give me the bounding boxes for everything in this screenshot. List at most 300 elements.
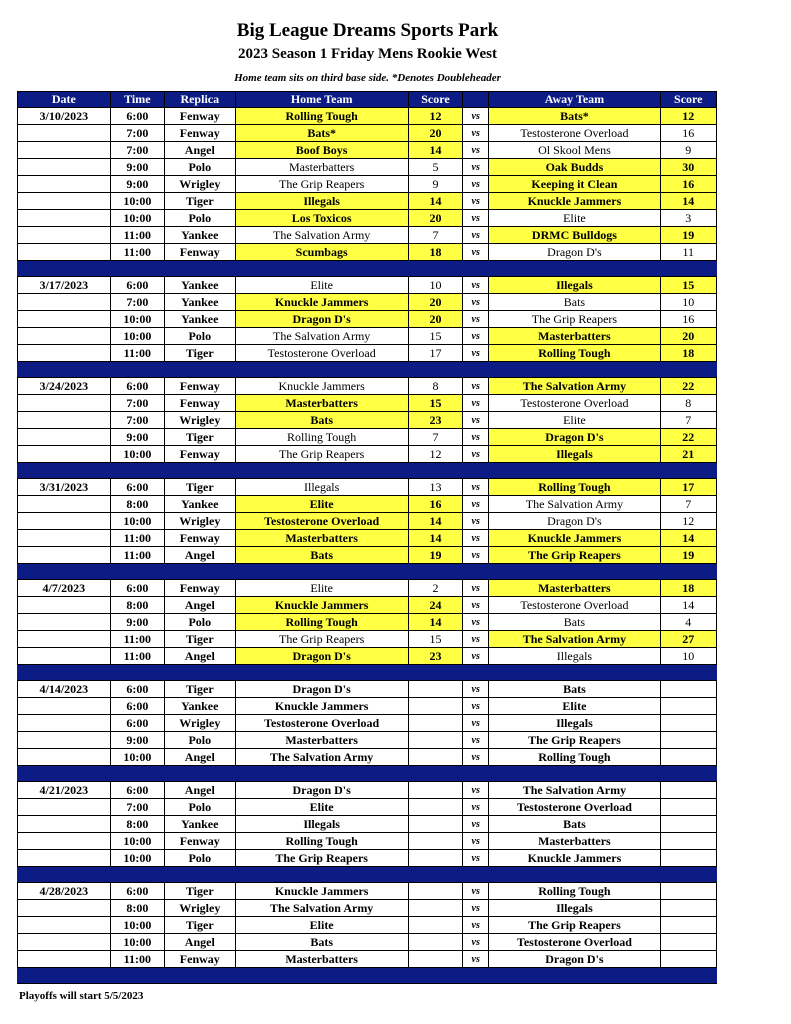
header-row [18, 92, 717, 108]
separator-bar [18, 564, 717, 580]
away-score: 16 [660, 311, 716, 328]
empty-date-cell [18, 900, 111, 917]
home-team: Knuckle Jammers [235, 883, 408, 900]
game-replica: Angel [165, 547, 236, 564]
game-replica: Yankee [165, 227, 236, 244]
col-replica: Replica [165, 92, 236, 108]
col-date: Date [18, 92, 111, 108]
week-separator [18, 564, 717, 580]
game-replica: Tiger [165, 193, 236, 210]
game-time: 6:00 [110, 681, 164, 698]
empty-date-cell [18, 210, 111, 227]
table-row [18, 513, 717, 530]
game-time: 11:00 [110, 547, 164, 564]
table-row [18, 648, 717, 665]
home-score: 14 [408, 142, 462, 159]
away-score: 12 [660, 513, 716, 530]
table-row [18, 547, 717, 564]
home-score [408, 732, 462, 749]
away-score: 12 [660, 108, 716, 125]
away-team: Bats [489, 294, 660, 311]
home-score: 24 [408, 597, 462, 614]
game-replica: Fenway [165, 395, 236, 412]
col-home-team: Home Team [235, 92, 408, 108]
home-score: 18 [408, 244, 462, 261]
game-time: 7:00 [110, 142, 164, 159]
game-replica: Fenway [165, 446, 236, 463]
game-replica: Yankee [165, 698, 236, 715]
game-time: 8:00 [110, 597, 164, 614]
empty-date-cell [18, 850, 111, 867]
game-time: 10:00 [110, 513, 164, 530]
week-separator [18, 362, 717, 378]
away-team: Rolling Tough [489, 345, 660, 362]
home-score: 7 [408, 429, 462, 446]
away-team: Rolling Tough [489, 479, 660, 496]
table-row [18, 900, 717, 917]
vs-label: vs [463, 193, 489, 210]
away-team: Oak Budds [489, 159, 660, 176]
vs-label: vs [463, 799, 489, 816]
home-team: Dragon D's [235, 311, 408, 328]
game-time: 6:00 [110, 479, 164, 496]
home-team: The Salvation Army [235, 900, 408, 917]
vs-label: vs [463, 328, 489, 345]
game-time: 10:00 [110, 311, 164, 328]
game-replica: Angel [165, 782, 236, 799]
home-team: Illegals [235, 193, 408, 210]
home-score [408, 951, 462, 968]
game-time: 6:00 [110, 108, 164, 125]
table-row [18, 142, 717, 159]
game-replica: Tiger [165, 631, 236, 648]
empty-date-cell [18, 496, 111, 513]
table-row [18, 412, 717, 429]
empty-date-cell [18, 715, 111, 732]
away-score [660, 816, 716, 833]
home-team: Masterbatters [235, 732, 408, 749]
away-score: 8 [660, 395, 716, 412]
home-team: Boof Boys [235, 142, 408, 159]
game-replica: Yankee [165, 294, 236, 311]
vs-label: vs [463, 244, 489, 261]
vs-label: vs [463, 648, 489, 665]
home-score: 15 [408, 631, 462, 648]
table-row [18, 850, 717, 867]
home-score: 9 [408, 176, 462, 193]
game-time: 7:00 [110, 395, 164, 412]
game-replica: Wrigley [165, 412, 236, 429]
game-time: 9:00 [110, 614, 164, 631]
game-replica: Wrigley [165, 900, 236, 917]
vs-label: vs [463, 108, 489, 125]
away-team: Dragon D's [489, 951, 660, 968]
vs-label: vs [463, 513, 489, 530]
table-row [18, 597, 717, 614]
away-team: Bats [489, 816, 660, 833]
home-team: The Grip Reapers [235, 446, 408, 463]
game-replica: Yankee [165, 816, 236, 833]
away-team: Elite [489, 210, 660, 227]
table-row [18, 715, 717, 732]
away-team: Illegals [489, 648, 660, 665]
game-date: 3/31/2023 [18, 479, 111, 496]
away-score: 16 [660, 125, 716, 142]
empty-date-cell [18, 597, 111, 614]
away-score: 17 [660, 479, 716, 496]
vs-label: vs [463, 378, 489, 395]
table-row [18, 429, 717, 446]
game-replica: Angel [165, 749, 236, 766]
home-team: Elite [235, 277, 408, 294]
game-time: 6:00 [110, 378, 164, 395]
home-team: Rolling Tough [235, 614, 408, 631]
home-score [408, 816, 462, 833]
away-score: 7 [660, 412, 716, 429]
table-row [18, 479, 717, 496]
away-team: Masterbatters [489, 833, 660, 850]
away-team: The Grip Reapers [489, 547, 660, 564]
away-team: Testosterone Overload [489, 597, 660, 614]
vs-label: vs [463, 446, 489, 463]
empty-date-cell [18, 749, 111, 766]
away-team: Knuckle Jammers [489, 193, 660, 210]
game-time: 11:00 [110, 631, 164, 648]
week-separator [18, 968, 717, 984]
vs-label: vs [463, 547, 489, 564]
home-score: 12 [408, 108, 462, 125]
empty-date-cell [18, 530, 111, 547]
home-score [408, 782, 462, 799]
table-row [18, 193, 717, 210]
game-replica: Yankee [165, 311, 236, 328]
table-row [18, 883, 717, 900]
game-time: 9:00 [110, 159, 164, 176]
table-row [18, 917, 717, 934]
week-separator [18, 261, 717, 277]
game-replica: Fenway [165, 378, 236, 395]
away-score [660, 900, 716, 917]
away-team: Rolling Tough [489, 749, 660, 766]
home-score: 20 [408, 311, 462, 328]
empty-date-cell [18, 816, 111, 833]
away-team: Dragon D's [489, 513, 660, 530]
home-team: Knuckle Jammers [235, 378, 408, 395]
home-team: Scumbags [235, 244, 408, 261]
home-score: 7 [408, 227, 462, 244]
empty-date-cell [18, 631, 111, 648]
home-team: Bats* [235, 125, 408, 142]
game-replica: Wrigley [165, 176, 236, 193]
separator-bar [18, 463, 717, 479]
vs-label: vs [463, 749, 489, 766]
home-score [408, 900, 462, 917]
away-score: 19 [660, 227, 716, 244]
away-score: 4 [660, 614, 716, 631]
empty-date-cell [18, 951, 111, 968]
vs-label: vs [463, 850, 489, 867]
away-team: The Grip Reapers [489, 311, 660, 328]
game-time: 7:00 [110, 799, 164, 816]
game-time: 10:00 [110, 850, 164, 867]
game-replica: Polo [165, 799, 236, 816]
home-team: Elite [235, 580, 408, 597]
separator-bar [18, 867, 717, 883]
away-team: Testosterone Overload [489, 395, 660, 412]
home-score [408, 698, 462, 715]
away-team: The Salvation Army [489, 631, 660, 648]
away-score [660, 883, 716, 900]
separator-bar [18, 766, 717, 782]
game-replica: Polo [165, 210, 236, 227]
table-row [18, 614, 717, 631]
home-team: Bats [235, 547, 408, 564]
empty-date-cell [18, 328, 111, 345]
empty-date-cell [18, 142, 111, 159]
home-team: Testosterone Overload [235, 715, 408, 732]
away-score: 30 [660, 159, 716, 176]
game-replica: Tiger [165, 429, 236, 446]
vs-label: vs [463, 294, 489, 311]
home-team: Dragon D's [235, 681, 408, 698]
vs-label: vs [463, 698, 489, 715]
game-time: 9:00 [110, 732, 164, 749]
game-time: 9:00 [110, 176, 164, 193]
table-row [18, 816, 717, 833]
game-time: 10:00 [110, 917, 164, 934]
game-time: 11:00 [110, 951, 164, 968]
vs-label: vs [463, 715, 489, 732]
vs-label: vs [463, 681, 489, 698]
home-team: Elite [235, 917, 408, 934]
vs-label: vs [463, 429, 489, 446]
empty-date-cell [18, 934, 111, 951]
game-time: 8:00 [110, 900, 164, 917]
home-score [408, 883, 462, 900]
game-time: 10:00 [110, 833, 164, 850]
empty-date-cell [18, 193, 111, 210]
home-score: 8 [408, 378, 462, 395]
vs-label: vs [463, 176, 489, 193]
table-row [18, 244, 717, 261]
away-score: 18 [660, 345, 716, 362]
away-score [660, 917, 716, 934]
table-row [18, 749, 717, 766]
empty-date-cell [18, 244, 111, 261]
schedule-body [18, 108, 717, 984]
away-team: Testosterone Overload [489, 125, 660, 142]
home-score [408, 681, 462, 698]
home-score: 20 [408, 125, 462, 142]
game-time: 11:00 [110, 648, 164, 665]
game-replica: Polo [165, 159, 236, 176]
game-time: 11:00 [110, 345, 164, 362]
home-team: The Salvation Army [235, 749, 408, 766]
game-time: 10:00 [110, 193, 164, 210]
home-team: Rolling Tough [235, 429, 408, 446]
away-score [660, 732, 716, 749]
home-score: 20 [408, 294, 462, 311]
empty-date-cell [18, 159, 111, 176]
game-time: 10:00 [110, 446, 164, 463]
home-team: The Grip Reapers [235, 850, 408, 867]
home-score: 10 [408, 277, 462, 294]
game-time: 6:00 [110, 580, 164, 597]
away-score: 22 [660, 429, 716, 446]
game-replica: Tiger [165, 917, 236, 934]
vs-label: vs [463, 900, 489, 917]
away-score [660, 782, 716, 799]
away-team: Elite [489, 698, 660, 715]
home-score [408, 917, 462, 934]
away-score [660, 715, 716, 732]
away-score: 9 [660, 142, 716, 159]
table-row [18, 294, 717, 311]
game-replica: Polo [165, 732, 236, 749]
vs-label: vs [463, 833, 489, 850]
table-row [18, 446, 717, 463]
col-home-score: Score [408, 92, 462, 108]
away-team: DRMC Bulldogs [489, 227, 660, 244]
home-team: Dragon D's [235, 648, 408, 665]
empty-date-cell [18, 345, 111, 362]
home-score [408, 833, 462, 850]
away-team: Masterbatters [489, 328, 660, 345]
table-row [18, 732, 717, 749]
away-team: Keeping it Clean [489, 176, 660, 193]
footer-note: Playoffs will start 5/5/2023 [19, 990, 144, 1002]
game-date: 3/24/2023 [18, 378, 111, 395]
game-replica: Polo [165, 850, 236, 867]
game-replica: Fenway [165, 530, 236, 547]
game-time: 10:00 [110, 934, 164, 951]
away-team: Bats [489, 681, 660, 698]
away-score: 10 [660, 648, 716, 665]
away-team: Illegals [489, 900, 660, 917]
home-team: Masterbatters [235, 159, 408, 176]
away-team: Illegals [489, 277, 660, 294]
table-row [18, 395, 717, 412]
vs-label: vs [463, 142, 489, 159]
home-team: Knuckle Jammers [235, 597, 408, 614]
page-subtitle: 2023 Season 1 Friday Mens Rookie West [238, 46, 497, 62]
away-team: The Salvation Army [489, 782, 660, 799]
home-team: Illegals [235, 816, 408, 833]
home-team: The Grip Reapers [235, 176, 408, 193]
away-score: 10 [660, 294, 716, 311]
away-team: Dragon D's [489, 244, 660, 261]
empty-date-cell [18, 176, 111, 193]
away-score [660, 833, 716, 850]
vs-label: vs [463, 597, 489, 614]
home-team: Masterbatters [235, 951, 408, 968]
away-team: Ol Skool Mens [489, 142, 660, 159]
game-time: 11:00 [110, 227, 164, 244]
home-score [408, 934, 462, 951]
game-replica: Tiger [165, 479, 236, 496]
table-row [18, 328, 717, 345]
home-team: Testosterone Overload [235, 345, 408, 362]
col-away-score: Score [660, 92, 716, 108]
table-row [18, 934, 717, 951]
game-time: 6:00 [110, 782, 164, 799]
game-replica: Polo [165, 614, 236, 631]
game-replica: Fenway [165, 125, 236, 142]
vs-label: vs [463, 125, 489, 142]
home-team: Rolling Tough [235, 108, 408, 125]
vs-label: vs [463, 816, 489, 833]
game-date: 4/14/2023 [18, 681, 111, 698]
game-replica: Fenway [165, 833, 236, 850]
home-score: 15 [408, 328, 462, 345]
home-score: 5 [408, 159, 462, 176]
away-team: Bats [489, 614, 660, 631]
col-time: Time [110, 92, 164, 108]
vs-label: vs [463, 917, 489, 934]
game-replica: Angel [165, 648, 236, 665]
away-score [660, 698, 716, 715]
col-away-team: Away Team [489, 92, 660, 108]
game-replica: Yankee [165, 277, 236, 294]
table-row [18, 580, 717, 597]
home-score: 19 [408, 547, 462, 564]
table-row [18, 378, 717, 395]
away-score: 16 [660, 176, 716, 193]
away-score: 21 [660, 446, 716, 463]
table-row [18, 496, 717, 513]
home-score: 12 [408, 446, 462, 463]
empty-date-cell [18, 311, 111, 328]
empty-date-cell [18, 227, 111, 244]
game-time: 10:00 [110, 328, 164, 345]
col-vs [463, 92, 489, 108]
game-date: 3/10/2023 [18, 108, 111, 125]
home-team: The Salvation Army [235, 227, 408, 244]
empty-date-cell [18, 125, 111, 142]
table-row [18, 125, 717, 142]
game-replica: Angel [165, 597, 236, 614]
away-team: Dragon D's [489, 429, 660, 446]
separator-bar [18, 968, 717, 984]
game-date: 3/17/2023 [18, 277, 111, 294]
game-date: 4/28/2023 [18, 883, 111, 900]
away-score: 27 [660, 631, 716, 648]
away-score: 14 [660, 193, 716, 210]
empty-date-cell [18, 799, 111, 816]
away-score: 20 [660, 328, 716, 345]
home-team: Masterbatters [235, 395, 408, 412]
home-team: Illegals [235, 479, 408, 496]
away-team: Masterbatters [489, 580, 660, 597]
table-row [18, 631, 717, 648]
game-replica: Tiger [165, 681, 236, 698]
game-replica: Wrigley [165, 513, 236, 530]
game-time: 6:00 [110, 277, 164, 294]
vs-label: vs [463, 631, 489, 648]
game-replica: Polo [165, 328, 236, 345]
game-time: 7:00 [110, 294, 164, 311]
vs-label: vs [463, 496, 489, 513]
game-replica: Fenway [165, 108, 236, 125]
home-score: 14 [408, 513, 462, 530]
away-score: 19 [660, 547, 716, 564]
home-team: Masterbatters [235, 530, 408, 547]
home-team: The Salvation Army [235, 328, 408, 345]
home-score: 16 [408, 496, 462, 513]
empty-date-cell [18, 395, 111, 412]
vs-label: vs [463, 159, 489, 176]
game-replica: Fenway [165, 580, 236, 597]
